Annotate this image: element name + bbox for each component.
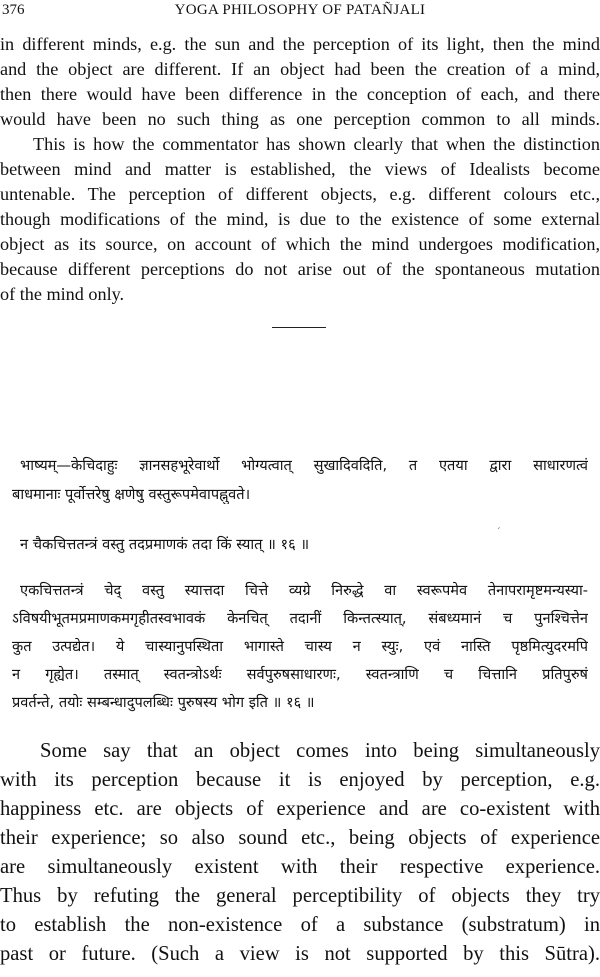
sanskrit-line: प्रवर्तन्ते, तयोः सम्बन्धादुपलब्धिः पुरुषस्य भोग इति ॥ १६ ॥: [12, 694, 315, 711]
text-line: happiness etc. are objects of experience and are co-existent with: [0, 798, 600, 820]
sanskrit-line: ऽविषयीभूतमप्रमाणकमगृहीतस्वभावकं केनचित् तदानीं किन्तत्स्यात्, संबध्यमानं च पुनश्चित्तेन: [12, 610, 588, 627]
sanskrit-line: न गृह्येत। तस्मात् स्वतन्त्रोऽर्थः सर्वपुरुषसाधारणः, स्वतन्त्राणि च चित्तानि प्रतिपुरुषं: [12, 666, 588, 683]
running-title: YOGA PHILOSOPHY OF PATAÑJALI: [174, 2, 426, 18]
sanskrit-line: कुत उत्पद्येत। ये चास्यानुपस्थिता भागास्ते चास्य न स्युः, एवं नास्ति पृष्ठमित्युदरमपि: [12, 638, 588, 655]
text-line: their experience; so also sound etc., being objects of experience: [0, 827, 600, 849]
text-line: are simultaneously existent with their respective experience.: [0, 856, 600, 878]
page-number: 376: [2, 2, 25, 18]
text-line: because different perceptions do not arise out of the spontaneous mutation: [0, 259, 600, 279]
text-line: between mind and matter is established, the views of Idealists become: [0, 159, 600, 179]
sanskrit-line: भाष्यम्—केचिदाहुः ज्ञानसहभूरेवार्थो भोग्यत्वात् सुखादिवदिति, त एतया द्वारा साधारणत्वं: [20, 457, 588, 474]
text-line: and the object are different. If an object had been the creation of a mind,: [0, 59, 600, 79]
text-line: of the mind only.: [0, 284, 125, 304]
text-line: Thus by refuting the general perceptibility of objects they try: [0, 885, 600, 907]
text-line: then there would have been difference in the conception of each, and there: [0, 84, 600, 104]
text-line: untenable. The perception of different objects, e.g. different colours etc.,: [0, 184, 600, 204]
sutra-text: न चैकचित्ततन्त्रं वस्तु तदप्रमाणकं तदा किं स्यात् ॥ १६ ॥: [20, 536, 310, 553]
text-line: would have been no such thing as one perception common to all minds.: [0, 109, 600, 129]
sanskrit-line: बाधमानाः पूर्वोत्तरेषु क्षणेषु वस्तुरूपमेवापह्नुवते।: [12, 486, 251, 503]
text-line: This is how the commentator has shown clearly that when the distinction: [33, 134, 600, 154]
text-line: object as its source, on account of which the mind undergoes modification,: [0, 234, 600, 254]
stray-mark: ˊ: [497, 526, 501, 538]
section-divider: [272, 327, 326, 328]
text-line: to establish the non-existence of a substance (substratum) in: [0, 914, 600, 936]
text-line: Some say that an object comes into being simultaneously: [40, 740, 600, 762]
text-line: with its perception because it is enjoyed by perception, e.g.: [0, 769, 600, 791]
text-line: in different minds, e.g. the sun and the perception of its light, then the mind: [0, 34, 600, 54]
sanskrit-line: एकचित्ततन्त्रं चेद् वस्तु स्यात्तदा चित्ते व्यग्रे निरुद्धे वा स्वरूपमेव तेनापरामृष्टमन्यस्या-: [20, 582, 588, 599]
text-line: past or future. (Such a view is not supported by this Sūtra).: [0, 943, 600, 965]
text-line: though modifications of the mind, is due to the existence of some external: [0, 209, 600, 229]
running-header: [0, 2, 600, 22]
